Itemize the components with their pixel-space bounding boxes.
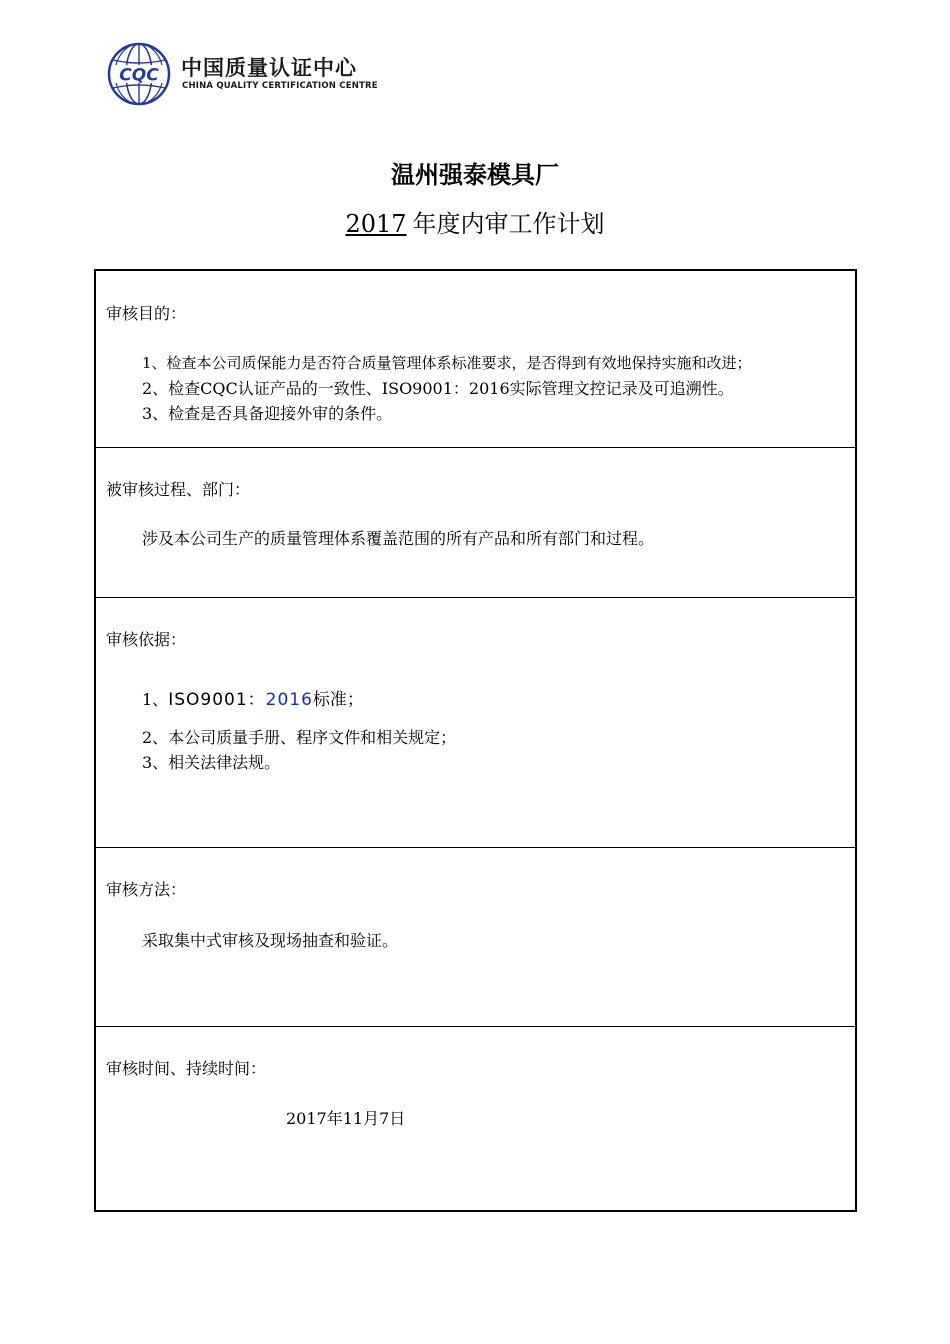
section-basis bbox=[96, 598, 855, 848]
company-title: 温州强泰模具厂 bbox=[391, 161, 559, 189]
section-purpose bbox=[96, 271, 855, 448]
method-label: 审核方法： bbox=[106, 880, 187, 899]
section-scope bbox=[96, 448, 855, 598]
plan-subtitle-text: 年度内审工作计划 bbox=[412, 210, 605, 238]
purpose-item: 1、检查本公司质保能力是否符合质量管理体系标准要求，是否得到有效地保持实施和改进； bbox=[142, 354, 752, 372]
section-method bbox=[96, 848, 855, 1027]
audit-date: 2017年11月7日 bbox=[286, 1109, 406, 1128]
basis-item: 3、相关法律法规。 bbox=[142, 753, 281, 772]
basis-item1-suffix: 标准； bbox=[312, 690, 364, 710]
cqc-logo bbox=[107, 42, 378, 106]
basis-item: 2、本公司质量手册、程序文件和相关规定； bbox=[142, 728, 457, 747]
scope-label: 被审核过程、部门： bbox=[106, 480, 251, 499]
logo-name-cn: 中国质量认证中心 bbox=[181, 56, 357, 80]
audit-plan-table bbox=[94, 269, 857, 1212]
basis-item1-year: 2016 bbox=[265, 690, 313, 710]
svg-text:CQC: CQC bbox=[119, 65, 159, 86]
section-time bbox=[96, 1027, 855, 1210]
basis-item bbox=[142, 685, 364, 710]
method-text: 采取集中式审核及现场抽查和验证。 bbox=[142, 931, 399, 950]
time-label: 审核时间、持续时间： bbox=[106, 1059, 267, 1078]
basis-item1-prefix: 1、 bbox=[142, 690, 169, 709]
purpose-item: 2、检查CQC认证产品的一致性、ISO9001：2016实际管理文控记录及可追溯性。 bbox=[142, 379, 734, 398]
globe-logo-icon bbox=[107, 42, 171, 106]
purpose-label: 审核目的： bbox=[106, 304, 187, 323]
logo-name-en: CHINA QUALITY CERTIFICATION CENTRE bbox=[182, 81, 378, 91]
plan-subtitle bbox=[0, 204, 950, 239]
plan-year: 2017 bbox=[345, 210, 407, 238]
basis-label: 审核依据： bbox=[106, 630, 187, 649]
basis-item1-std: ISO9001： bbox=[168, 690, 266, 710]
purpose-item: 3、检查是否具备迎接外审的条件。 bbox=[142, 404, 393, 423]
scope-text: 涉及本公司生产的质量管理体系覆盖范围的所有产品和所有部门和过程。 bbox=[142, 529, 655, 548]
